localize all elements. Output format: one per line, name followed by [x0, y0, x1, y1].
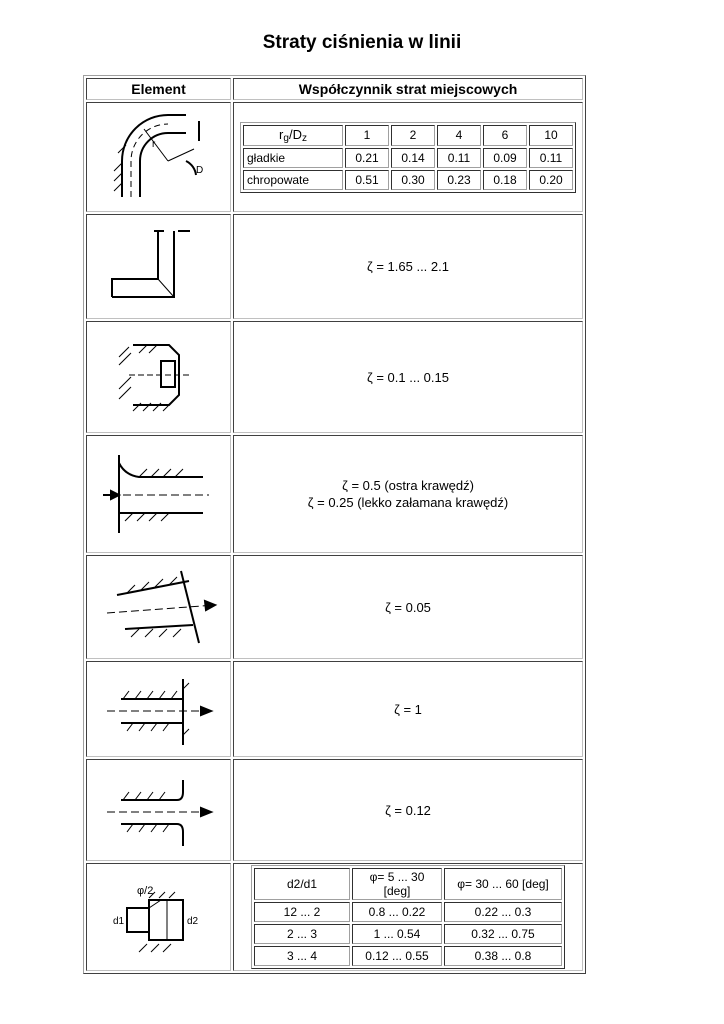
- row-label: gładkie: [243, 148, 343, 168]
- coefficient-text: ζ = 0.1 ... 0.15: [367, 369, 449, 385]
- pipe-fitting-diagram: [109, 337, 209, 417]
- angled-diagram-cell: [86, 555, 231, 659]
- value-cell: 0.8 ... 0.22: [352, 902, 442, 922]
- value-cell: 0.30: [391, 170, 435, 190]
- coefficient-text: ζ = 0.12: [385, 802, 431, 818]
- diagram-label-d2: d2: [186, 916, 198, 927]
- value-cell: 0.38 ... 0.8: [444, 946, 562, 966]
- value-cell: 0.18: [483, 170, 527, 190]
- elbow-diagram-cell: [86, 214, 231, 319]
- value-cell: 1 ... 0.54: [352, 924, 442, 944]
- table-row: [86, 555, 583, 659]
- outlet-diagram-cell: [86, 661, 231, 757]
- ratio-header-cell: d2/d1: [254, 868, 350, 900]
- page-title: Straty ciśnienia w linii: [262, 32, 462, 53]
- coefficient-cell: [233, 435, 583, 553]
- value-cell: 0.11: [437, 148, 481, 168]
- value-cell: 0.51: [345, 170, 389, 190]
- value-cell: 0.22 ... 0.3: [444, 902, 562, 922]
- pipe-outlet-diagram: [99, 669, 219, 749]
- diffuser-coefficient-cell: [233, 863, 583, 971]
- ratio-cell: 3 ... 4: [254, 946, 350, 966]
- r-symbol: r: [279, 126, 284, 142]
- ratio-cell: 2: [391, 125, 435, 146]
- coefficient-cell: [233, 321, 583, 433]
- pipe-bend-diagram: [104, 111, 214, 203]
- table-row: [243, 170, 573, 190]
- coefficient-cell: [233, 759, 583, 861]
- diagram-label-d1: d1: [112, 916, 124, 927]
- ratio-cell: 12 ... 2: [254, 902, 350, 922]
- row-label: chropowate: [243, 170, 343, 190]
- diffuser-diagram-cell: [86, 863, 231, 971]
- coefficient-cell: [233, 661, 583, 757]
- entrance-diagram-cell: [86, 435, 231, 553]
- diagram-label-d: D: [195, 165, 203, 176]
- rounded-outlet-diagram-cell: [86, 759, 231, 861]
- bend-diagram-cell: [86, 102, 231, 212]
- table-row: [86, 321, 583, 433]
- diagram-label-r: r: [151, 139, 155, 150]
- diffuser-diagram: [109, 874, 209, 960]
- value-cell: 0.23: [437, 170, 481, 190]
- header-coefficient: Współczynnik strat miejscowych: [233, 78, 583, 100]
- bend-ratio-table: [240, 122, 576, 193]
- coefficient-text-rounded: ζ = 0.25 (lekko załamana krawędź): [307, 495, 509, 510]
- table-row: [243, 148, 573, 168]
- diffuser-table: [251, 865, 565, 969]
- value-cell: 0.14: [391, 148, 435, 168]
- diagram-label-phi-half: φ/2: [136, 885, 153, 897]
- value-cell: 0.21: [345, 148, 389, 168]
- rounded-outlet-diagram: [99, 770, 219, 850]
- table-row: [254, 946, 562, 966]
- fitting-diagram-cell: [86, 321, 231, 433]
- d-symbol: /D: [288, 126, 302, 142]
- coefficient-text-sharp: ζ = 0.5 (ostra krawędź): [342, 478, 474, 493]
- coefficient-cell: [233, 555, 583, 659]
- coefficient-text: ζ = 1: [394, 701, 422, 717]
- ratio-cell: 1: [345, 125, 389, 146]
- table-row: [254, 902, 562, 922]
- table-row: [86, 661, 583, 757]
- ratio-cell: 10: [529, 125, 573, 146]
- header-element: Element: [86, 78, 231, 100]
- pipe-entrance-diagram: [99, 449, 219, 539]
- value-cell: 0.20: [529, 170, 573, 190]
- ratio-cell: 6: [483, 125, 527, 146]
- table-row: [86, 435, 583, 553]
- bend-ratio-header: [243, 125, 573, 146]
- r-subscript: g: [283, 132, 289, 144]
- angled-outlet-diagram: [97, 567, 221, 647]
- table-row: [86, 863, 583, 971]
- angle-range-b-header: φ= 30 ... 60 [deg]: [444, 868, 562, 900]
- ratio-cell: 2 ... 3: [254, 924, 350, 944]
- value-cell: 0.09: [483, 148, 527, 168]
- d-subscript: z: [301, 132, 307, 144]
- table-row: [86, 102, 583, 212]
- value-cell: 0.12 ... 0.55: [352, 946, 442, 966]
- bend-coefficient-cell: [233, 102, 583, 212]
- ratio-cell: 4: [437, 125, 481, 146]
- table-row: [86, 214, 583, 319]
- coefficient-cell: [233, 214, 583, 319]
- table-row: [254, 924, 562, 944]
- table-header-row: [86, 78, 583, 100]
- pressure-loss-table: [83, 75, 586, 974]
- coefficient-text: ζ = 0.05: [385, 599, 431, 615]
- sharp-elbow-diagram: [104, 227, 214, 307]
- ratio-header-cell: [243, 125, 343, 146]
- value-cell: 0.11: [529, 148, 573, 168]
- coefficient-text: ζ = 1.65 ... 2.1: [367, 259, 449, 274]
- table-row: [86, 759, 583, 861]
- diffuser-header: [254, 868, 562, 900]
- angle-range-a-header: φ= 5 ... 30 [deg]: [352, 868, 442, 900]
- value-cell: 0.32 ... 0.75: [444, 924, 562, 944]
